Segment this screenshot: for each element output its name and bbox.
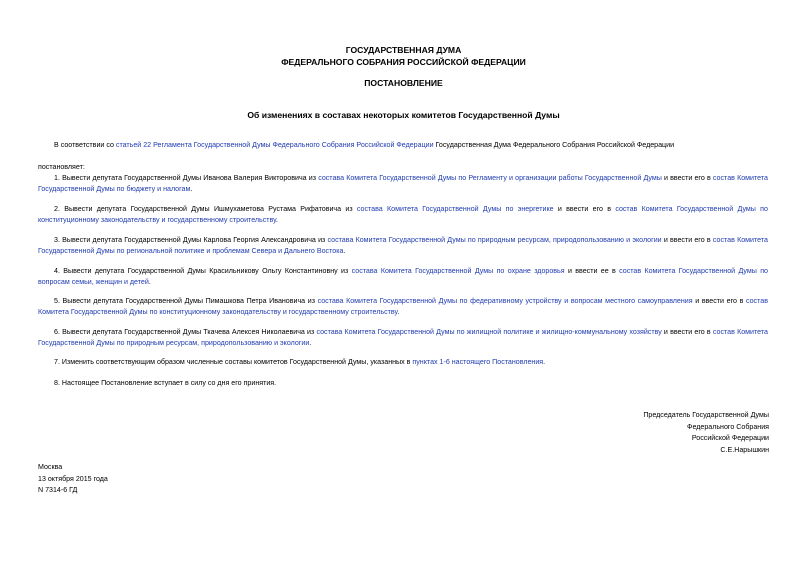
committee-link[interactable]: состав Комитета Государственной Думы по природным ресурсам, природопользованию и экологии [38, 328, 768, 347]
committee-link[interactable]: состава Комитета Государственной Думы по охране здоровья [351, 267, 565, 275]
item-text: 5. Вывести депутата Государственной Думы Пимашкова Петра Ивановича из [54, 297, 318, 305]
item-text: 7. Изменить соответствующим образом численные составы комитетов Государственной Думы, указанных в [54, 358, 413, 366]
items-1-6-link[interactable]: пунктах 1-6 настоящего Постановления [412, 358, 544, 366]
item-text: и ввести его в [661, 236, 713, 244]
item-6 [38, 327, 768, 349]
document-number: N 7314-6 ГД [38, 486, 78, 494]
document-title: Об изменениях в составах некоторых комитетов Государственной Думы [247, 110, 560, 120]
item-2 [38, 204, 768, 226]
regulation-article-22-link[interactable]: статьей 22 Регламента Государственной Думы Федерального Собрания Российской Федерации [115, 141, 434, 149]
city: Москва [38, 463, 63, 471]
item-text: . [397, 308, 400, 316]
intro-suffix: Государственная Дума Федерального Собрания Российской Федерации [433, 141, 675, 149]
committee-link[interactable]: состава Комитета Государственной Думы по природным ресурсам, природопользованию и экологии [327, 236, 662, 244]
signature-block [643, 410, 769, 456]
intro-paragraph [38, 140, 768, 151]
committee-link[interactable]: состава Комитета Государственной Думы по федеративному устройству и вопросам местного самоуправления [317, 297, 693, 305]
item-text: . [148, 278, 151, 286]
item-text: . [190, 185, 193, 193]
item-text: 2. Вывести депутата Государственной Думы Ишмухаметова Рустама Рифатовича из [54, 205, 357, 213]
item-text: 4. Вывести депутата Государственной Думы Красильникову Ольгу Константиновну из [54, 267, 352, 275]
intro-prefix: В соответствии со [54, 141, 116, 149]
item-text: . [309, 339, 312, 347]
signatory-position-line1: Председатель Государственной Думы [643, 411, 769, 419]
item-text: 8. Настоящее Постановление вступает в силу со дня его принятия. [54, 379, 277, 387]
signatory-position-line3: Российской Федерации [691, 434, 769, 442]
item-text: . [543, 358, 546, 366]
item-text: . [276, 216, 278, 224]
item-4 [38, 266, 768, 288]
committee-link[interactable]: состава Комитета Государственной Думы по энергетике [356, 205, 554, 213]
item-text: 3. Вывести депутата Государственной Думы Карлова Георгия Александровича из [54, 236, 328, 244]
committee-link[interactable]: состава Комитета Государственной Думы по Регламенту и организации работы Государственной Думы [318, 174, 662, 182]
item-3 [38, 235, 768, 257]
item-1 [38, 173, 768, 195]
item-text: и ввести его в [553, 205, 616, 213]
org-name-line2: ФЕДЕРАЛЬНОГО СОБРАНИЯ РОССИЙСКОЙ ФЕДЕРАЦИИ [281, 57, 526, 67]
item-text: и ввести его в [692, 297, 746, 305]
committee-link[interactable]: состав Комитета Государственной Думы по бюджету и налогам [38, 174, 769, 193]
item-text: 6. Вывести депутата Государственной Думы Ткачева Алексея Николаевича из [54, 328, 317, 336]
committee-link[interactable]: состав Комитета Государственной Думы по вопросам семьи, женщин и детей [38, 267, 768, 286]
item-5 [38, 296, 768, 318]
item-text: 1. Вывести депутата Государственной Думы Иванова Валерия Викторовича из [54, 174, 319, 182]
document-type: ПОСТАНОВЛЕНИЕ [364, 78, 443, 88]
item-text: и ввести ее в [564, 267, 620, 275]
committee-link[interactable]: состава Комитета Государственной Думы по жилищной политике и жилищно-коммунальному хозяйству [316, 328, 662, 336]
item-7 [38, 357, 768, 368]
signatory-name: С.Е.Нарышкин [720, 445, 769, 454]
document-date: 13 октября 2015 года [38, 474, 108, 483]
item-text: и ввести его в [661, 174, 713, 182]
committee-link[interactable]: состав Комитета Государственной Думы по конституционному законодательству и государственному строительству [38, 205, 768, 224]
org-name-line1: ГОСУДАРСТВЕННАЯ ДУМА [345, 45, 462, 55]
item-text: и ввести его в [661, 328, 713, 336]
committee-link[interactable]: состав Комитета Государственной Думы по региональной политике и проблемам Севера и Дальнего Востока [38, 236, 768, 255]
resolves-label: постановляет: [38, 163, 85, 171]
item-text: . [343, 247, 346, 255]
committee-link[interactable]: состав Комитета Государственной Думы по конституционному законодательству и государственному строительству [38, 297, 768, 316]
document-footer [38, 462, 108, 497]
signatory-position-line2: Федерального Собрания [687, 422, 769, 431]
item-8 [38, 378, 768, 389]
